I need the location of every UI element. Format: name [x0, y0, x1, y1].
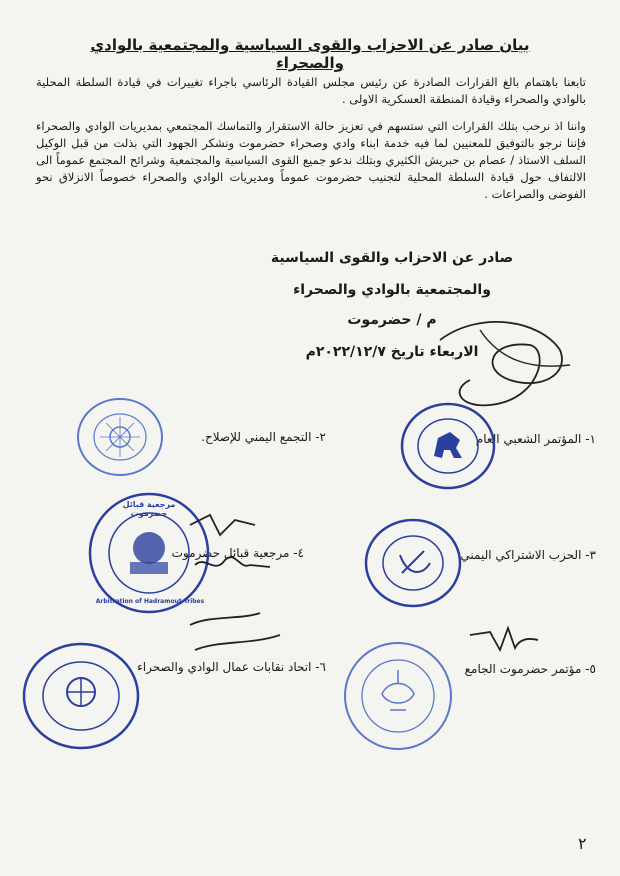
socialist-stamp — [362, 515, 464, 611]
signature-tribes — [180, 505, 280, 585]
gpc-stamp — [398, 400, 498, 492]
paragraph-2: واننا اذ نرحب بتلك القرارات التي ستسهم في تعزيز حالة الاستقرار والتماسك المجتمعي بمديريات الوادي والصحراء فإننا نرجو بالتوفيق للمعنيين لما فيه خدمة ابناء وادي وصحراء حضرموت ونشكر الجهود التي بذلت من قبل الوكيل السلف الاستاذ / عصام بن حبريش الكثيري وبتلك ندعو جميع القوى السياسية والمجتمعية وشرائح المجتمع عموماً الى الالتفاف حول قيادة السلطة المحلية لتجنيب حضرموت عموماً ومديريات الوادي والصحراء خصوصاً الانزلاق نحو الفوضى والصراعات . — [36, 119, 586, 201]
party-2: ٢- التجمع اليمني للإصلاح. — [201, 430, 326, 444]
islah-stamp — [74, 395, 166, 479]
signature-jame — [460, 620, 560, 666]
page-mark: ٢ — [578, 834, 587, 853]
party-5: ٥- مؤتمر حضرموت الجامع — [464, 662, 596, 676]
issuer-line-1: صادر عن الاحزاب والقوى السياسية — [270, 250, 514, 266]
party-4: ٤- مرجعية قبائل حضرموت — [171, 546, 304, 560]
party-3: ٣- الحزب الاشتراكي اليمني — [460, 548, 596, 562]
party-1: ١- المؤتمر الشعبي العام — [475, 432, 596, 446]
signature-unions — [180, 605, 290, 675]
issuer-line-3: م / حضرموت — [347, 312, 437, 328]
issuer-date: الاربعاء تاريخ ٢٠٢٢/١٢/٧م — [305, 344, 479, 360]
party-6: ٦- اتحاد نقابات عمال الوادي والصحراء — [137, 660, 326, 674]
paragraph-1: تابعنا باهتمام بالغ القرارات الصادرة عن رئيس مجلس القيادة الرئاسي باجراء تغييرات في قيادة السلطة المحلية بالوادي والصحراء وقيادة المنطقة العسكرية الاولى . — [36, 75, 586, 106]
issuer-line-2: والمجتمعية بالوادي والصحراء — [293, 282, 491, 298]
tribes-stamp-arabic: مرجعية قبائل حضرموت — [122, 500, 176, 518]
tribes-stamp-english: Arbitration of Hadramout Tribes — [95, 598, 205, 605]
jame-stamp — [340, 640, 456, 752]
unions-stamp — [20, 640, 142, 752]
document-title: بيان صادر عن الاحزاب والقوى السياسية والمجتمعية بالوادي والصحراء — [90, 36, 530, 72]
